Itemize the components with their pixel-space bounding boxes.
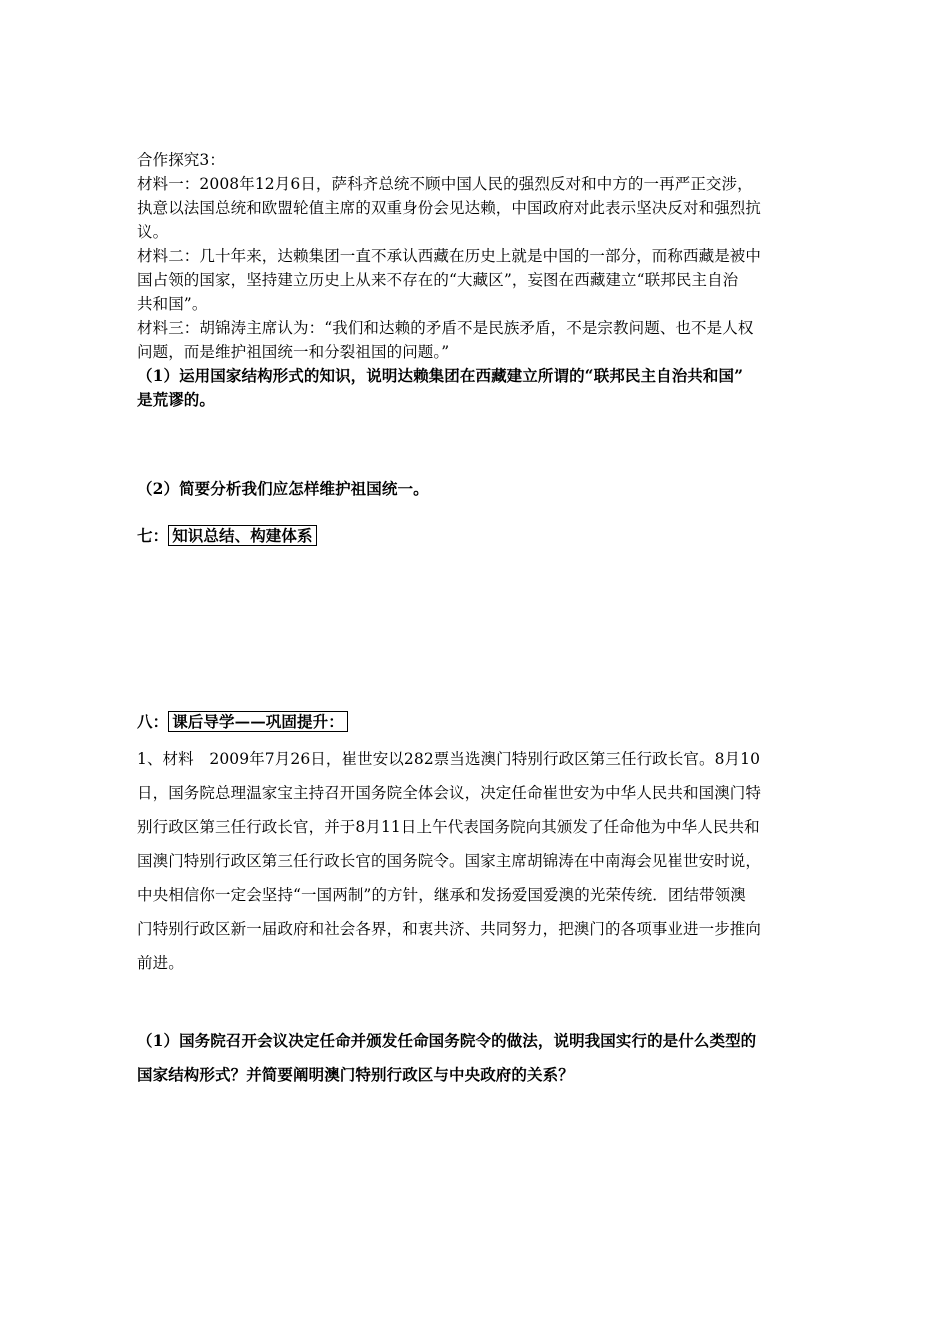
cooperative-inquiry-section: [137, 148, 817, 412]
section-heading: 合作探究3：: [137, 151, 225, 169]
question-line: 国家结构形式？并简要阐明澳门特别行政区与中央政府的关系？: [137, 1065, 574, 1084]
material-paragraph-line: 国澳门特别行政区第三任行政长官的国务院令。国家主席胡锦涛在中南海会见崔世安时说，: [137, 852, 762, 870]
material-paragraph-line: 前进。: [137, 954, 184, 972]
material-one-line: 执意以法国总统和欧盟轮值主席的双重身份会见达赖，中国政府对此表示坚决反对和强烈抗: [137, 199, 762, 217]
section-eight-material: [137, 742, 817, 980]
material-three-line: 材料三：胡锦涛主席认为：“我们和达赖的矛盾不是民族矛盾，不是宗教问题、也不是人权: [137, 319, 754, 337]
question-one-line: 是荒谬的。: [137, 390, 216, 409]
material-paragraph-line: 别行政区第三任行政长官，并于8月11日上午代表国务院向其颁发了任命他为中华人民共和: [137, 818, 760, 836]
question-two-text: （2）简要分析我们应怎样维护祖国统一。: [137, 479, 429, 498]
material-one-line: 议。: [137, 223, 169, 241]
question-line: （1）国务院召开会议决定任命并颁发任命国务院令的做法，说明我国实行的是什么类型的: [137, 1031, 757, 1050]
material-three-line: 问题，而是维护祖国统一和分裂祖国的问题。”: [137, 343, 450, 361]
section-eight-question: [137, 1024, 817, 1092]
section-eight-heading: [137, 710, 817, 734]
material-two-line: 共和国”。: [137, 295, 208, 313]
material-paragraph-line: 中央相信你一定会坚持“一国两制”的方针，继承和发扬爱国爱澳的光荣传统．团结带领澳: [137, 886, 746, 904]
material-paragraph-line: 日，国务院总理温家宝主持召开国务院全体会议，决定任命崔世安为中华人民共和国澳门特: [137, 784, 762, 802]
material-two-line: 国占领的国家，坚持建立历史上从来不存在的“大藏区”，妄图在西藏建立“联邦民主自治: [137, 271, 739, 289]
material-one-line: 材料一：2008年12月6日，萨科齐总统不顾中国人民的强烈反对和中方的一再严正交涉，: [137, 175, 753, 193]
material-paragraph-line: 1、材料 2009年7月26日，崔世安以282票当选澳门特别行政区第三任行政长官。8月10: [137, 750, 761, 768]
question-one-line: （1）运用国家结构形式的知识，说明达赖集团在西藏建立所谓的“联邦民主自治共和国”: [137, 366, 744, 385]
section-eight-prefix: 八：: [137, 712, 169, 731]
section-seven-title: 知识总结、构建体系: [168, 525, 316, 546]
material-two-line: 材料二：几十年来，达赖集团一直不承认西藏在历史上就是中国的一部分，而称西藏是被中: [137, 247, 762, 265]
question-two: [137, 477, 817, 501]
material-paragraph-line: 门特别行政区新一届政府和社会各界，和衷共济、共同努力，把澳门的各项事业进一步推向: [137, 920, 762, 938]
section-seven-heading: [137, 524, 817, 548]
section-eight-title: 课后导学——巩固提升：: [168, 711, 348, 732]
section-seven-prefix: 七：: [137, 526, 169, 545]
